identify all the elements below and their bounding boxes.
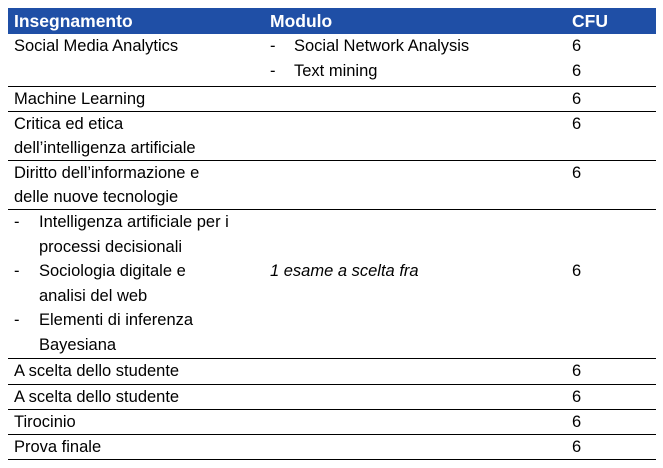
option-line: Intelligenza artificiale per i [39, 213, 229, 231]
option-line: Bayesiana [39, 336, 117, 354]
module-name: Text mining [294, 62, 378, 80]
cfu-value: 6 [572, 262, 582, 280]
course-name-line: Critica ed etica [14, 115, 124, 133]
cfu-value: 6 [572, 115, 582, 133]
table-row [8, 410, 656, 435]
list-dash: - [14, 311, 20, 329]
cfu-value: 6 [572, 90, 582, 108]
table-row [8, 34, 656, 87]
cfu-value: 6 [572, 413, 582, 431]
header-modulo: Modulo [270, 11, 333, 31]
table-row [8, 359, 656, 385]
table-header [8, 8, 656, 34]
table-row [8, 210, 656, 359]
option-line: Elementi di inferenza [39, 311, 194, 329]
option-line: processi decisionali [39, 238, 183, 256]
curriculum-table [8, 8, 656, 460]
course-name-line: delle nuove tecnologie [14, 188, 179, 206]
list-dash: - [270, 62, 276, 80]
course-name: Social Media Analytics [14, 37, 179, 55]
course-name: Tirocinio [14, 413, 76, 431]
module-note: 1 esame a scelta fra [270, 262, 419, 280]
cfu-value: 6 [572, 62, 582, 80]
module-name: Social Network Analysis [294, 37, 470, 55]
course-name-line: dell’intelligenza artificiale [14, 139, 196, 157]
cfu-value: 6 [572, 37, 582, 55]
course-name: A scelta dello studente [14, 362, 180, 380]
course-name-line: Diritto dell’informazione e [14, 164, 200, 182]
option-line: Sociologia digitale e [39, 262, 186, 280]
cfu-value: 6 [572, 164, 582, 182]
list-dash: - [14, 262, 20, 280]
header-cfu: CFU [572, 11, 608, 31]
cfu-value: 6 [572, 438, 582, 456]
list-dash: - [270, 37, 276, 55]
table-row [8, 435, 656, 460]
course-name: Machine Learning [14, 90, 146, 108]
list-dash: - [14, 213, 20, 231]
cfu-value: 6 [572, 388, 582, 406]
course-name: A scelta dello studente [14, 388, 180, 406]
table-row [8, 385, 656, 410]
table-row [8, 87, 656, 112]
option-line: analisi del web [39, 287, 148, 305]
course-name: Prova finale [14, 438, 102, 456]
header-insegnamento: Insegnamento [14, 11, 133, 31]
table-row [8, 161, 656, 210]
table-row [8, 112, 656, 161]
cfu-value: 6 [572, 362, 582, 380]
